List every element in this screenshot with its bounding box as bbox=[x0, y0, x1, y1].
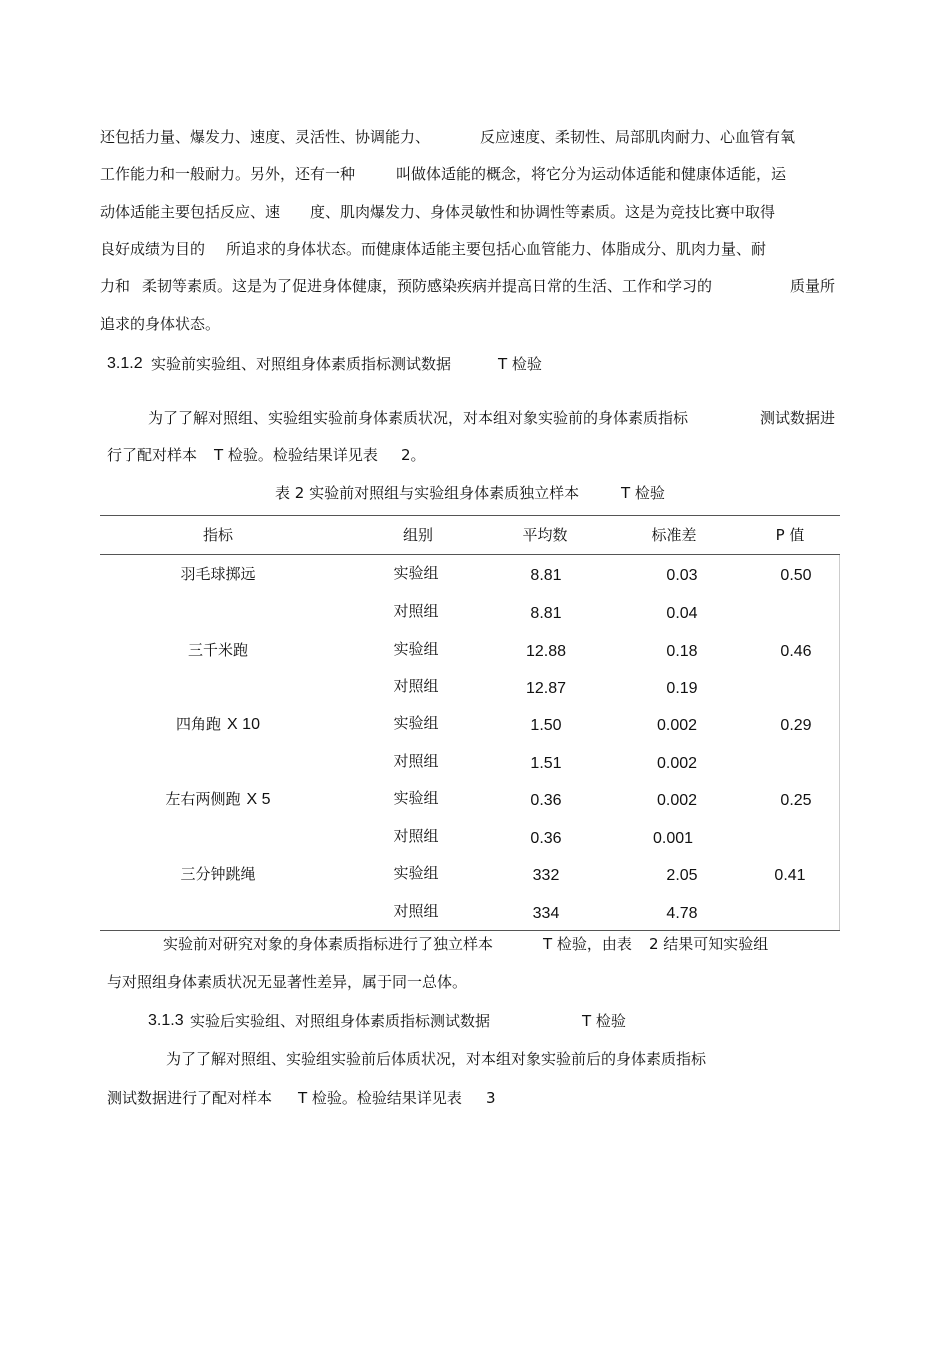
cell-p-value: 0.46 bbox=[780, 643, 812, 660]
cell-mean: 12.88 bbox=[525, 643, 567, 660]
text-segment: 还包括力量、爆发力、速度、灵活性、协调能力、 bbox=[100, 128, 431, 146]
indicator-name: 左右两侧跑 bbox=[165, 790, 241, 808]
cell-sd: 2.05 bbox=[666, 867, 698, 884]
cell-group: 实验组 bbox=[393, 640, 439, 658]
text-segment: 动体适能主要包括反应、速 bbox=[100, 203, 281, 221]
cell-group: 实验组 bbox=[393, 789, 439, 807]
cell-sd: 0.001 bbox=[652, 830, 694, 847]
para4-line1: 为了了解对照组、实验组实验前后体质状况，对本组对象实验前后的身体素质指标 bbox=[166, 1050, 707, 1068]
text-segment: 2 结果可知实验组 bbox=[649, 935, 769, 953]
cell-group: 实验组 bbox=[393, 564, 439, 582]
indicator-name: 四角跑 bbox=[176, 715, 222, 733]
table-header-rule bbox=[100, 554, 840, 555]
table-bottom-rule bbox=[100, 930, 840, 931]
section-number: 3.1.3 bbox=[148, 1012, 184, 1029]
cell-mean: 1.50 bbox=[530, 717, 562, 734]
text-segment: 为了了解对照组、实验组实验前身体素质状况，对本组对象实验前的身体素质指标 bbox=[148, 409, 689, 427]
text-segment: 测试数据进 bbox=[760, 409, 836, 427]
text-segment: 3 bbox=[486, 1089, 496, 1107]
cell-group: 对照组 bbox=[393, 677, 439, 695]
text-segment: T 检验。检验结果详见表 bbox=[298, 1089, 462, 1107]
text-segment: 所追求的身体状态。而健康体适能主要包括心血管能力、体脂成分、肌肉力量、耐 bbox=[226, 240, 767, 258]
cell-mean: 1.51 bbox=[530, 755, 562, 772]
text-segment: 柔韧等素质。这是为了促进身体健康，预防感染疾病并提高日常的生活、工作和学习的 bbox=[142, 277, 713, 295]
cell-mean: 334 bbox=[532, 905, 560, 922]
cell-indicator bbox=[176, 714, 260, 735]
cell-mean: 0.36 bbox=[530, 792, 562, 809]
cell-indicator bbox=[165, 789, 270, 810]
text-segment: 力和 bbox=[100, 277, 131, 295]
cell-mean: 0.36 bbox=[530, 830, 562, 847]
text-segment: 良好成绩为目的 bbox=[100, 240, 206, 258]
text-segment: T 检验，由表 bbox=[543, 935, 632, 953]
cell-p-value: 0.50 bbox=[780, 567, 812, 584]
cell-mean: 8.81 bbox=[530, 605, 562, 622]
cell-p-value: 0.29 bbox=[780, 717, 812, 734]
cell-sd: 0.002 bbox=[656, 755, 698, 772]
cell-sd: 0.03 bbox=[666, 567, 698, 584]
caption-suffix: T 检验 bbox=[621, 484, 665, 502]
text-segment: T 检验。检验结果详见表 bbox=[214, 446, 378, 464]
cell-group: 实验组 bbox=[393, 714, 439, 732]
header-group: 组别 bbox=[402, 526, 434, 544]
cell-indicator: 三分钟跳绳 bbox=[180, 865, 256, 883]
text-segment: 叫做体适能的概念，将它分为运动体适能和健康体适能，运 bbox=[396, 165, 787, 183]
section-suffix: T 检验 bbox=[582, 1012, 626, 1030]
text-segment: 度、肌肉爆发力、身体灵敏性和协调性等素质。这是为竞技比赛中取得 bbox=[310, 203, 776, 221]
para1-line6: 追求的身体状态。 bbox=[100, 315, 221, 333]
text-segment: 实验前对研究对象的身体素质指标进行了独立样本 bbox=[163, 935, 494, 953]
section-suffix: T 检验 bbox=[498, 355, 542, 373]
text-segment: 工作能力和一般耐力。另外，还有一种 bbox=[100, 165, 356, 183]
cell-sd: 4.78 bbox=[666, 905, 698, 922]
cell-sd: 0.19 bbox=[666, 680, 698, 697]
cell-group: 对照组 bbox=[393, 752, 439, 770]
table-top-rule bbox=[100, 515, 840, 516]
cell-mean: 8.81 bbox=[530, 567, 562, 584]
header-indicator: 指标 bbox=[202, 526, 234, 544]
cell-p-value: 0.41 bbox=[774, 867, 806, 884]
text-segment: 行了配对样本 bbox=[107, 446, 198, 464]
para3-line2: 与对照组身体素质状况无显著性差异，属于同一总体。 bbox=[107, 973, 468, 991]
indicator-multiplier: X 5 bbox=[246, 791, 271, 808]
cell-p-value: 0.25 bbox=[780, 792, 812, 809]
section-number: 3.1.2 bbox=[107, 355, 143, 372]
header-mean: 平均数 bbox=[522, 526, 568, 544]
text-segment: 反应速度、柔韧性、局部肌肉耐力、心血管有氧 bbox=[480, 128, 796, 146]
cell-indicator: 羽毛球掷远 bbox=[180, 565, 256, 583]
cell-sd: 0.002 bbox=[656, 717, 698, 734]
cell-group: 对照组 bbox=[393, 902, 439, 920]
cell-mean: 332 bbox=[532, 867, 560, 884]
text-segment: 2。 bbox=[401, 446, 426, 464]
cell-group: 对照组 bbox=[393, 602, 439, 620]
header-sd: 标准差 bbox=[651, 526, 697, 544]
cell-indicator: 三千米跑 bbox=[187, 641, 249, 659]
cell-sd: 0.04 bbox=[666, 605, 698, 622]
section-title: 实验后实验组、对照组身体素质指标测试数据 bbox=[190, 1012, 491, 1030]
text-segment: 测试数据进行了配对样本 bbox=[107, 1089, 273, 1107]
table-right-edge bbox=[839, 555, 840, 930]
cell-group: 实验组 bbox=[393, 864, 439, 882]
text-segment: 质量所 bbox=[790, 277, 836, 295]
caption-text: 表 2 实验前对照组与实验组身体素质独立样本 bbox=[275, 484, 580, 502]
cell-group: 对照组 bbox=[393, 827, 439, 845]
cell-sd: 0.18 bbox=[666, 643, 698, 660]
section-title: 实验前实验组、对照组身体素质指标测试数据 bbox=[151, 355, 452, 373]
cell-sd: 0.002 bbox=[656, 792, 698, 809]
header-p-value: P 值 bbox=[775, 526, 805, 544]
indicator-multiplier: X 10 bbox=[227, 716, 260, 733]
cell-mean: 12.87 bbox=[525, 680, 567, 697]
